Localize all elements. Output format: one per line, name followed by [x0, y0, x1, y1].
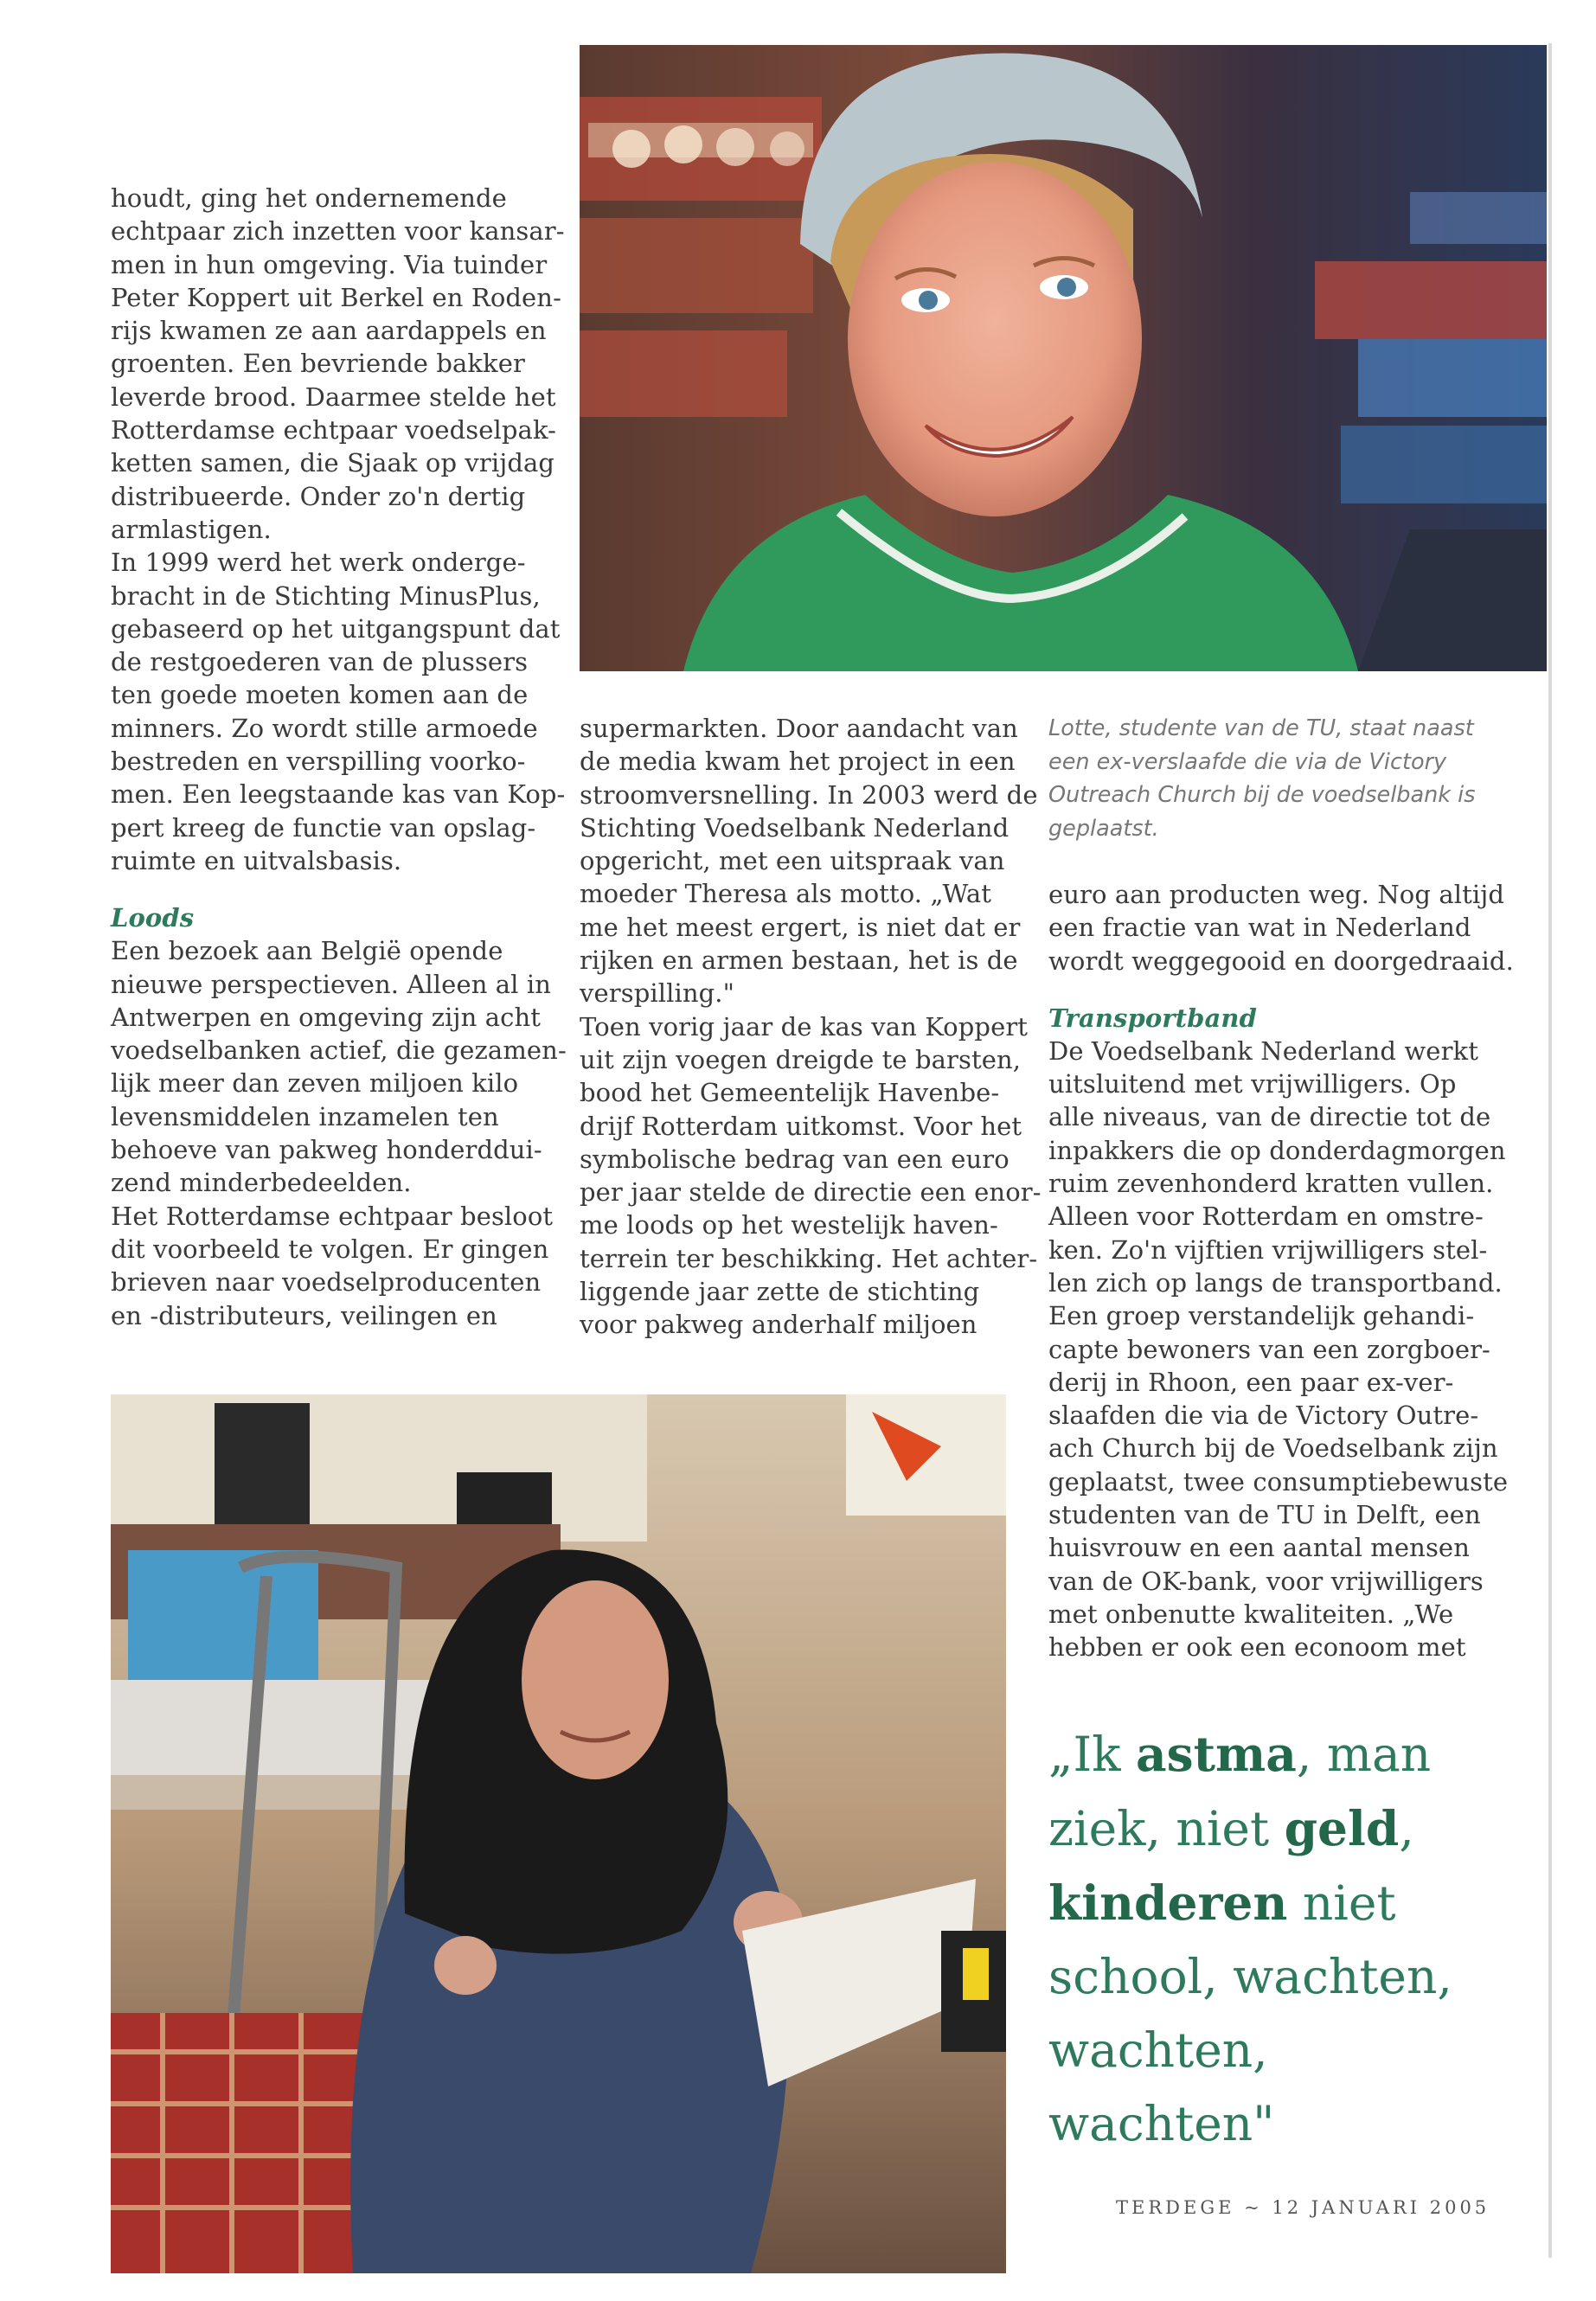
text-line: supermarkten. Door aandacht van: [580, 714, 1018, 743]
text-line: slaafden die via de Victory Outre-: [1048, 1400, 1479, 1431]
text-line: Een bezoek aan België opende: [111, 936, 503, 966]
quote-line-4: school, wachten,: [1048, 1949, 1452, 2004]
text-line: behoeve van pakweg honderddui-: [111, 1135, 542, 1165]
quote-text: „Ik: [1048, 1727, 1137, 1782]
text-line: moeder Theresa als motto. „Wat: [580, 879, 992, 909]
text-line: men. Een leegstaande kas van Kop-: [111, 779, 566, 810]
text-line: hebben er ook een econoom met: [1048, 1632, 1466, 1663]
text-line: van de OK-bank, voor vrijwilligers: [1048, 1566, 1484, 1596]
caption-line: Lotte, studente van de TU, staat naast: [1048, 715, 1474, 741]
text-line: me het meest ergert, is niet dat er: [580, 912, 1021, 942]
text-line: bood het Gemeentelijk Havenbe-: [580, 1078, 1000, 1108]
quote-text: ,: [1399, 1801, 1414, 1856]
text-line: ketten samen, die Sjaak op vrijdag: [111, 448, 555, 478]
quote-emphasis: astma: [1136, 1726, 1297, 1782]
text-line: lijk meer dan zeven miljoen kilo: [111, 1068, 519, 1099]
text-line: drijf Rotterdam uitkomst. Voor het: [580, 1111, 1022, 1141]
text-line: gebaseerd op het uitgangspunt dat: [111, 613, 561, 644]
photo-woman-trolley-image: [111, 1394, 1006, 2273]
quote-text: ziek, niet: [1048, 1801, 1285, 1856]
quote-text: niet: [1287, 1875, 1396, 1931]
pull-quote: [1048, 1717, 1452, 2161]
text-line: pert kreeg de functie van opslag-: [111, 812, 536, 843]
text-line: leverde brood. Daarmee stelde het: [111, 381, 556, 412]
text-line: Rotterdamse echtpaar voedselpak-: [111, 415, 557, 445]
text-line: stroomversnelling. In 2003 werd de: [580, 779, 1038, 810]
text-line: groenten. Een bevriende bakker: [111, 349, 525, 379]
text-line: Toen vorig jaar de kas van Koppert: [580, 1011, 1029, 1042]
text-line: met onbenutte kwaliteiten. „We: [1048, 1599, 1454, 1629]
quote-emphasis: geld: [1284, 1800, 1400, 1856]
text-line: ten goede moeten komen aan de: [111, 680, 529, 710]
text-line: distribueerde. Onder zo'n dertig: [111, 481, 526, 511]
text-line: dit voorbeeld te volgen. Er gingen: [111, 1234, 549, 1264]
quote-text: , man: [1296, 1727, 1432, 1782]
text-line: voedselbanken actief, die gezamen-: [111, 1035, 567, 1066]
text-line: uitsluitend met vrijwilligers. Op: [1048, 1069, 1457, 1099]
text-line: capte bewoners van een zorgboer-: [1048, 1334, 1490, 1364]
text-line: De Voedselbank Nederland werkt: [1048, 1035, 1478, 1066]
subhead-transportband: Transportband: [1048, 1003, 1257, 1033]
quote-line-6: wachten": [1048, 2096, 1275, 2151]
text-line: me loods op het westelijk haven-: [580, 1210, 998, 1240]
quote-line-2: [1048, 1791, 1452, 1866]
text-line: inpakkers die op donderdagmorgen: [1048, 1135, 1506, 1165]
quote-line-1: [1048, 1717, 1452, 1791]
text-line: minners. Zo wordt stille armoede: [111, 713, 538, 743]
text-line: ach Church bij de Voedselbank zijn: [1048, 1433, 1498, 1464]
photo-student-lotte-image: [580, 45, 1547, 671]
text-line: levensmiddelen inzamelen ten: [111, 1101, 499, 1131]
text-line: zend minderbedeelden.: [111, 1168, 412, 1198]
text-line: len zich op langs de transportband.: [1048, 1267, 1503, 1298]
text-line: Stichting Voedselbank Nederland: [580, 812, 1010, 843]
text-column-1: [111, 182, 567, 1332]
text-line: ruim zevenhonderd kratten vullen.: [1048, 1169, 1494, 1199]
text-line: rijken en armen bestaan, het is de: [580, 945, 1018, 976]
text-line: ruimte en uitvalsbasis.: [111, 845, 402, 875]
caption-line: geplaatst.: [1048, 815, 1159, 842]
text-column-3: [1048, 878, 1533, 1664]
text-line: nieuwe perspectieven. Alleen al in: [111, 969, 552, 999]
photo-woman-trolley: [111, 1394, 1006, 2273]
text-column-2: [580, 712, 1042, 1342]
text-line: een fractie van wat in Nederland: [1048, 913, 1471, 943]
text-line: Alleen voor Rotterdam en omstre-: [1048, 1202, 1484, 1232]
text-line: terrein ter beschikking. Het achter-: [580, 1243, 1038, 1273]
text-line: uit zijn voegen dreigde te barsten,: [580, 1044, 1022, 1074]
text-line: In 1999 werd het werk onderge-: [111, 548, 526, 578]
caption-line: een ex-verslaafde die via de Victory: [1048, 748, 1447, 775]
text-line: houdt, ging het ondernemende: [111, 183, 507, 213]
text-line: liggende jaar zette de stichting: [580, 1277, 980, 1307]
text-line: huisvrouw en een aantal mensen: [1048, 1533, 1470, 1563]
subhead-loods: Loods: [111, 903, 195, 933]
text-line: bracht in de Stichting MinusPlus,: [111, 580, 541, 611]
text-line: per jaar stelde de directie een enor-: [580, 1177, 1042, 1208]
text-line: de media kwam het project in een: [580, 747, 1016, 777]
quote-emphasis: kinderen: [1048, 1875, 1288, 1931]
text-line: alle niveaus, van de directie tot de: [1048, 1102, 1491, 1132]
text-line: opgericht, met een uitspraak van: [580, 846, 1005, 876]
text-line: Een groep verstandelijk gehandi-: [1048, 1301, 1475, 1331]
text-line: bestreden en verspilling voorko-: [111, 747, 526, 777]
text-line: geplaatst, twee consumptiebewuste: [1048, 1466, 1509, 1497]
text-line: verspilling.": [580, 978, 735, 1009]
text-line: voor pakweg anderhalf miljoen: [580, 1310, 977, 1340]
text-line: Het Rotterdamse echtpaar besloot: [111, 1201, 554, 1231]
text-line: ken. Zo'n vijftien vrijwilligers stel-: [1048, 1234, 1488, 1265]
page-footer: TERDEGE ~ 12 JANUARI 2005: [1116, 2197, 1490, 2218]
text-line: echtpaar zich inzetten voor kansar-: [111, 216, 565, 247]
photo-student-lotte: [580, 45, 1547, 671]
text-line: euro aan producten weg. Nog altijd: [1048, 880, 1504, 909]
text-line: Antwerpen en omgeving zijn acht: [111, 1002, 542, 1032]
text-line: studenten van de TU in Delft, een: [1048, 1500, 1481, 1530]
text-line: armlastigen.: [111, 514, 272, 544]
text-line: men in hun omgeving. Via tuinder: [111, 249, 548, 279]
text-line: rijs kwamen ze aan aardappels en: [111, 316, 547, 346]
text-line: wordt weggegooid en doorgedraaid.: [1048, 945, 1514, 976]
caption-line: Outreach Church bij de voedselbank is: [1048, 782, 1476, 808]
text-line: de restgoederen van de plussers: [111, 647, 529, 677]
text-line: brieven naar voedselproducenten: [111, 1267, 542, 1298]
quote-line-5: wachten,: [1048, 2022, 1268, 2078]
text-line: Peter Koppert uit Berkel en Roden-: [111, 282, 561, 312]
text-line: derij in Rhoon, een paar ex-ver-: [1048, 1367, 1454, 1397]
text-line: symbolische bedrag van een euro: [580, 1144, 1010, 1174]
quote-line-3: [1048, 1866, 1452, 1940]
page-edge-line: [1548, 43, 1552, 2258]
photo-caption: [1048, 712, 1476, 845]
text-line: en -distributeurs, veilingen en: [111, 1300, 497, 1330]
